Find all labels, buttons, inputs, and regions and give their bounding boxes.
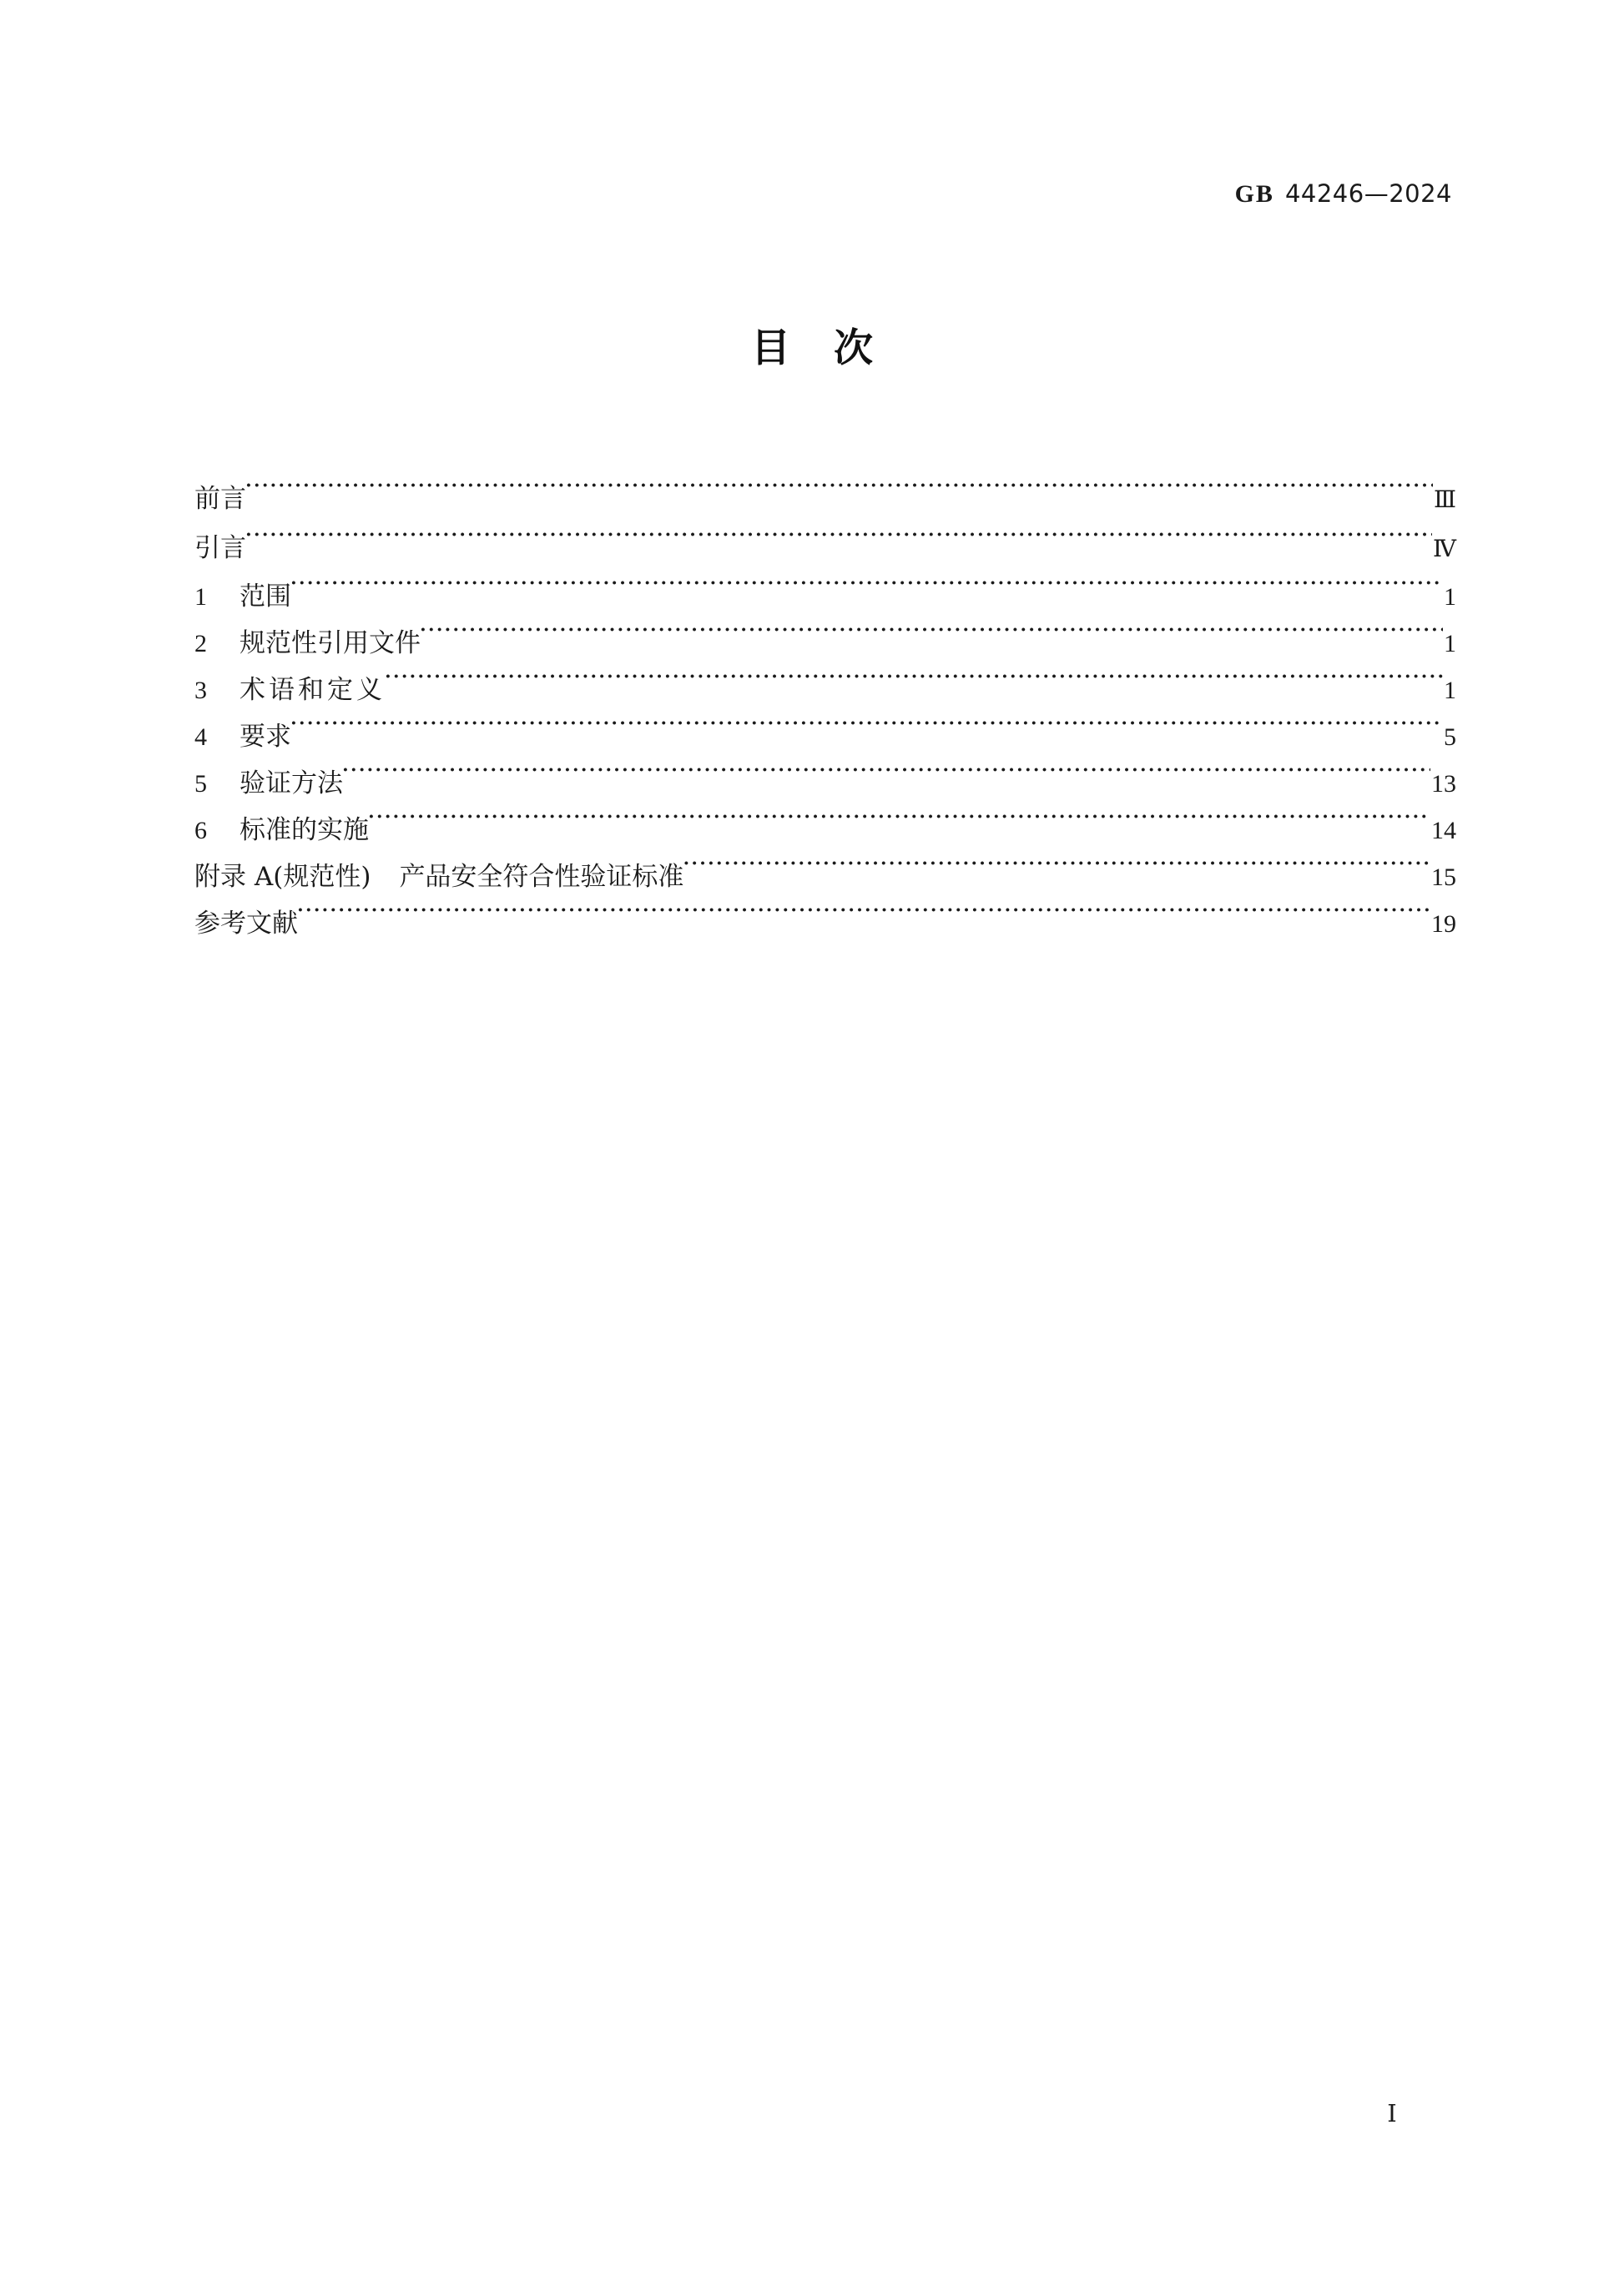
toc-entry-number: 6 (194, 817, 207, 844)
toc-entry-page: 1 (1444, 583, 1456, 611)
toc-entry-page: 13 (1431, 770, 1456, 798)
toc-entry-page: Ⅲ (1433, 486, 1456, 513)
dot-leader (343, 745, 1430, 792)
standard-number-header (1234, 179, 1452, 208)
toc-entry-number: 3 (194, 677, 207, 704)
toc-entry-page: 15 (1431, 864, 1456, 891)
dot-leader (386, 652, 1443, 698)
toc-entry-label: 范围 (240, 582, 291, 612)
toc-entry-annex-a[interactable] (194, 838, 1456, 892)
dot-leader (683, 838, 1430, 885)
dot-leader (246, 510, 1432, 556)
toc-entry-label: 要求 (240, 722, 291, 752)
toc-entry-page: 19 (1431, 910, 1456, 938)
toc-entry-label: 术语和定义 (240, 675, 386, 705)
toc-entry-number: 2 (194, 630, 207, 657)
toc-entry-page: Ⅳ (1433, 535, 1456, 562)
dot-leader (369, 792, 1430, 838)
toc-entry-label: 标准的实施 (240, 815, 369, 845)
toc-entry-number: 5 (194, 770, 207, 798)
page-title: 目次 (751, 325, 916, 371)
dot-leader (246, 461, 1433, 507)
standard-prefix: GB (1234, 180, 1274, 208)
toc-entry-number: 1 (194, 583, 207, 611)
toc-entry-number: 4 (194, 723, 207, 751)
toc-entry-introduction[interactable] (194, 510, 1456, 563)
toc-entry-clause-1[interactable] (194, 558, 1456, 612)
toc-entry-label: 产品安全符合性验证标准 (399, 862, 684, 892)
dot-leader (291, 698, 1443, 745)
toc-entry-page: 14 (1431, 817, 1456, 844)
toc-entry-page: 5 (1444, 723, 1456, 751)
toc-entry-label: 参考文献 (194, 909, 298, 939)
table-of-contents (194, 461, 1456, 939)
toc-entry-label: 前言 (194, 484, 246, 514)
toc-entry-label: 规范性引用文件 (240, 628, 421, 658)
toc-entry-foreword[interactable] (194, 461, 1456, 514)
toc-entry-page: 1 (1444, 630, 1456, 657)
toc-entry-clause-6[interactable] (194, 792, 1456, 845)
toc-entry-label: 验证方法 (240, 768, 343, 798)
toc-entry-page: 1 (1444, 677, 1456, 704)
dot-leader (298, 885, 1430, 932)
page-folio: Ⅰ (1387, 2099, 1397, 2127)
dot-leader (421, 605, 1443, 652)
toc-entry-clause-2[interactable] (194, 605, 1456, 658)
toc-entry-clause-4[interactable] (194, 698, 1456, 752)
annex-heading: 附录 A(规范性) (194, 862, 371, 892)
toc-entry-clause-5[interactable] (194, 745, 1456, 798)
standard-number: 44246—2024 (1284, 179, 1452, 208)
toc-entry-label: 引言 (194, 533, 246, 563)
dot-leader (291, 558, 1443, 605)
toc-entry-bibliography[interactable] (194, 885, 1456, 939)
